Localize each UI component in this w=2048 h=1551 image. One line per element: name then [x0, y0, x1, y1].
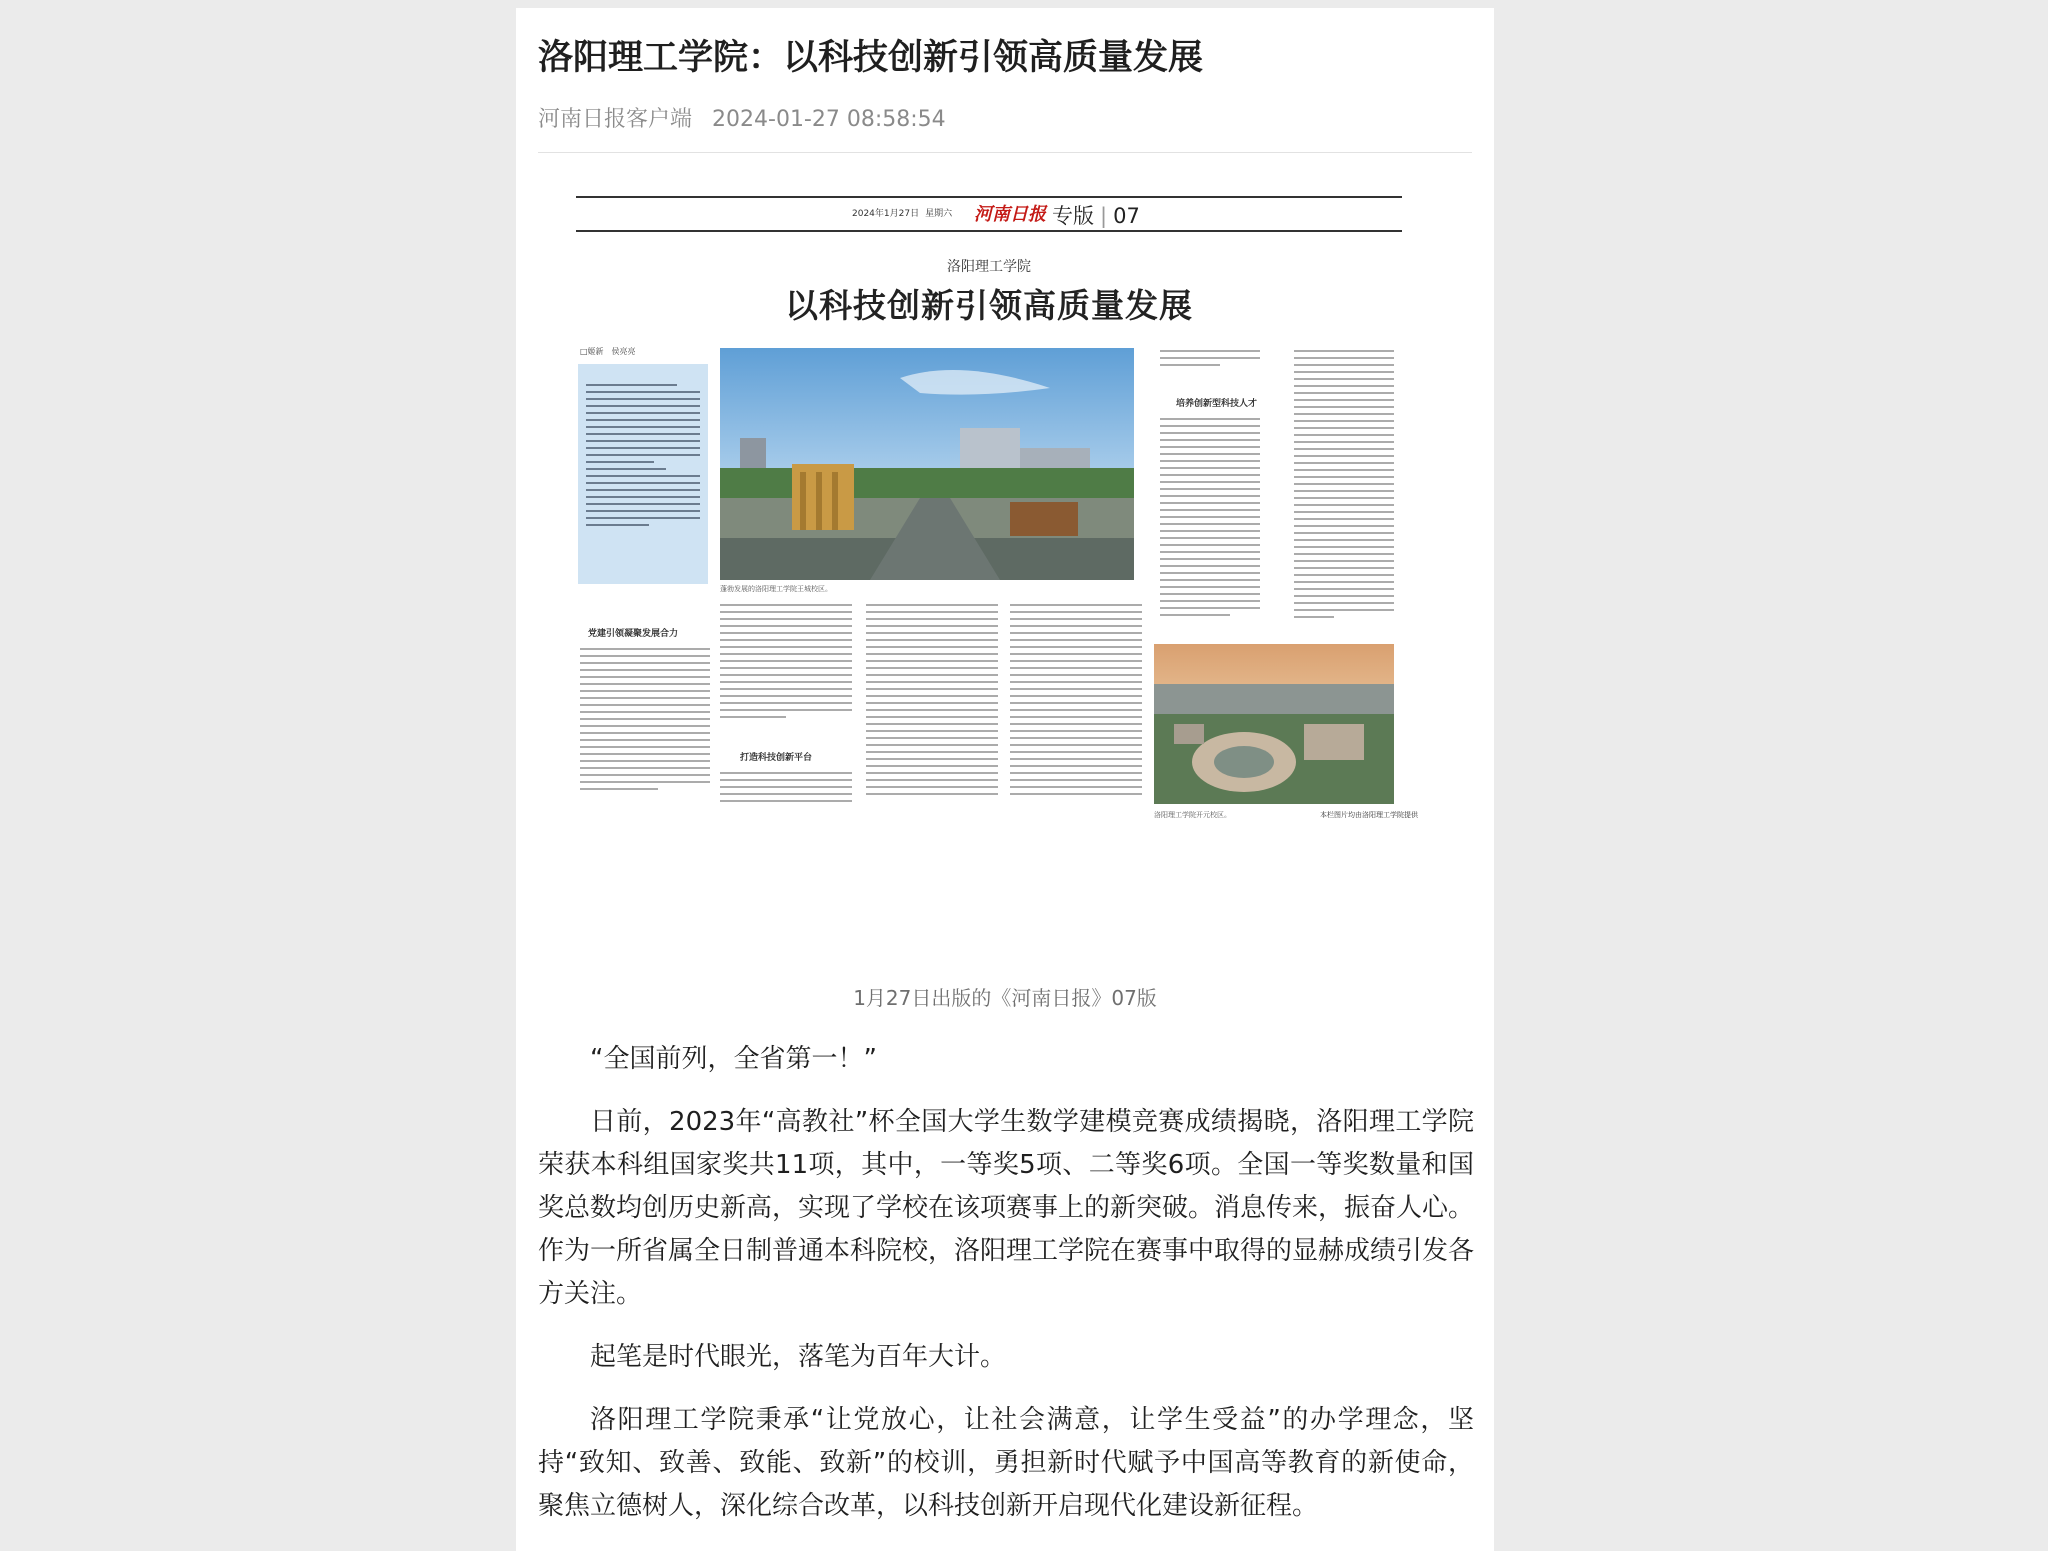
- article-title: 洛阳理工学院：以科技创新引领高质量发展: [538, 38, 1204, 78]
- photo-credit: 本栏图片均由洛阳理工学院提供: [1320, 811, 1418, 819]
- column-2-text-b: [720, 772, 852, 807]
- column-2-text: [720, 604, 852, 723]
- newspaper-byline: □姬新 侯亮亮: [580, 347, 636, 356]
- newspaper-kicker: 洛阳理工学院: [947, 259, 1031, 275]
- column-right-text-1: [1160, 418, 1260, 621]
- header-divider: [538, 152, 1472, 153]
- column-right-text-2: [1294, 350, 1394, 623]
- campus-photo-kaiyuan: [1154, 644, 1394, 804]
- edition-separator: |: [1100, 204, 1108, 228]
- subhead-talent: 培养创新型科技人才: [1176, 399, 1258, 409]
- campus-photo-wangcheng: [720, 348, 1134, 580]
- article-datetime: 2024-01-27 08:58:54: [712, 107, 946, 132]
- photo1-caption: 蓬勃发展的洛阳理工学院王城校区。: [720, 585, 832, 593]
- column-3-text: [866, 604, 998, 800]
- subhead-party: 党建引领凝聚发展合力: [588, 629, 679, 639]
- column-4-text: [1010, 604, 1142, 800]
- figure-caption: 1月27日出版的《河南日报》07版: [853, 986, 1157, 1010]
- masthead-weekday: 星期六: [925, 209, 953, 219]
- photo2-caption: 洛阳理工学院开元校区。: [1154, 811, 1231, 819]
- lead-sidebar: [578, 364, 708, 584]
- masthead-rule-top: [576, 196, 1402, 198]
- paragraph: 起笔是时代眼光，落笔为百年大计。: [590, 1342, 1007, 1372]
- edition-label: [1052, 200, 1140, 230]
- edition-page-number: 07: [1113, 204, 1140, 228]
- article-card: [516, 8, 1494, 1551]
- masthead-rule-bottom: [576, 230, 1402, 232]
- column-1-text: [580, 648, 710, 795]
- masthead-date: [852, 206, 958, 219]
- article-meta: [538, 102, 946, 133]
- paragraph: “全国前列，全省第一！”: [590, 1044, 877, 1074]
- newspaper-headline: 以科技创新引领高质量发展: [785, 286, 1193, 325]
- newspaper-page-image[interactable]: [576, 186, 1418, 846]
- paragraph: 日前，2023年“高教社”杯全国大学生数学建模竞赛成绩揭晓，洛阳理工学院荣获本科组国家奖共11项，其中，一等奖5项、二等奖6项。全国一等奖数量和国奖总数均创历史新高，实现了学校在该项赛事上的新突破。消息传来，振奋人心。作为一所省属全日制普通本科院校，洛阳理工学院在赛事中取得的显赫成绩引发各方关注。: [538, 1107, 1475, 1309]
- newspaper-logo: 河南日报: [974, 204, 1046, 225]
- subhead-platform: 打造科技创新平台: [740, 753, 813, 763]
- article-body: [538, 1038, 1474, 1548]
- column-right-top-text: [1160, 350, 1260, 371]
- paragraph: 洛阳理工学院秉承“让党放心，让社会满意，让学生受益”的办学理念，坚持“致知、致善、致能、致新”的校训，勇担新时代赋予中国高等教育的新使命，聚焦立德树人，深化综合改革，以科技创新开启现代化建设新征程。: [538, 1405, 1474, 1521]
- article-source[interactable]: 河南日报客户端: [538, 107, 693, 132]
- masthead-date-text: 2024年1月27日: [852, 209, 920, 219]
- edition-name: 专版: [1052, 204, 1094, 228]
- sidebar-text-lines: [586, 384, 700, 531]
